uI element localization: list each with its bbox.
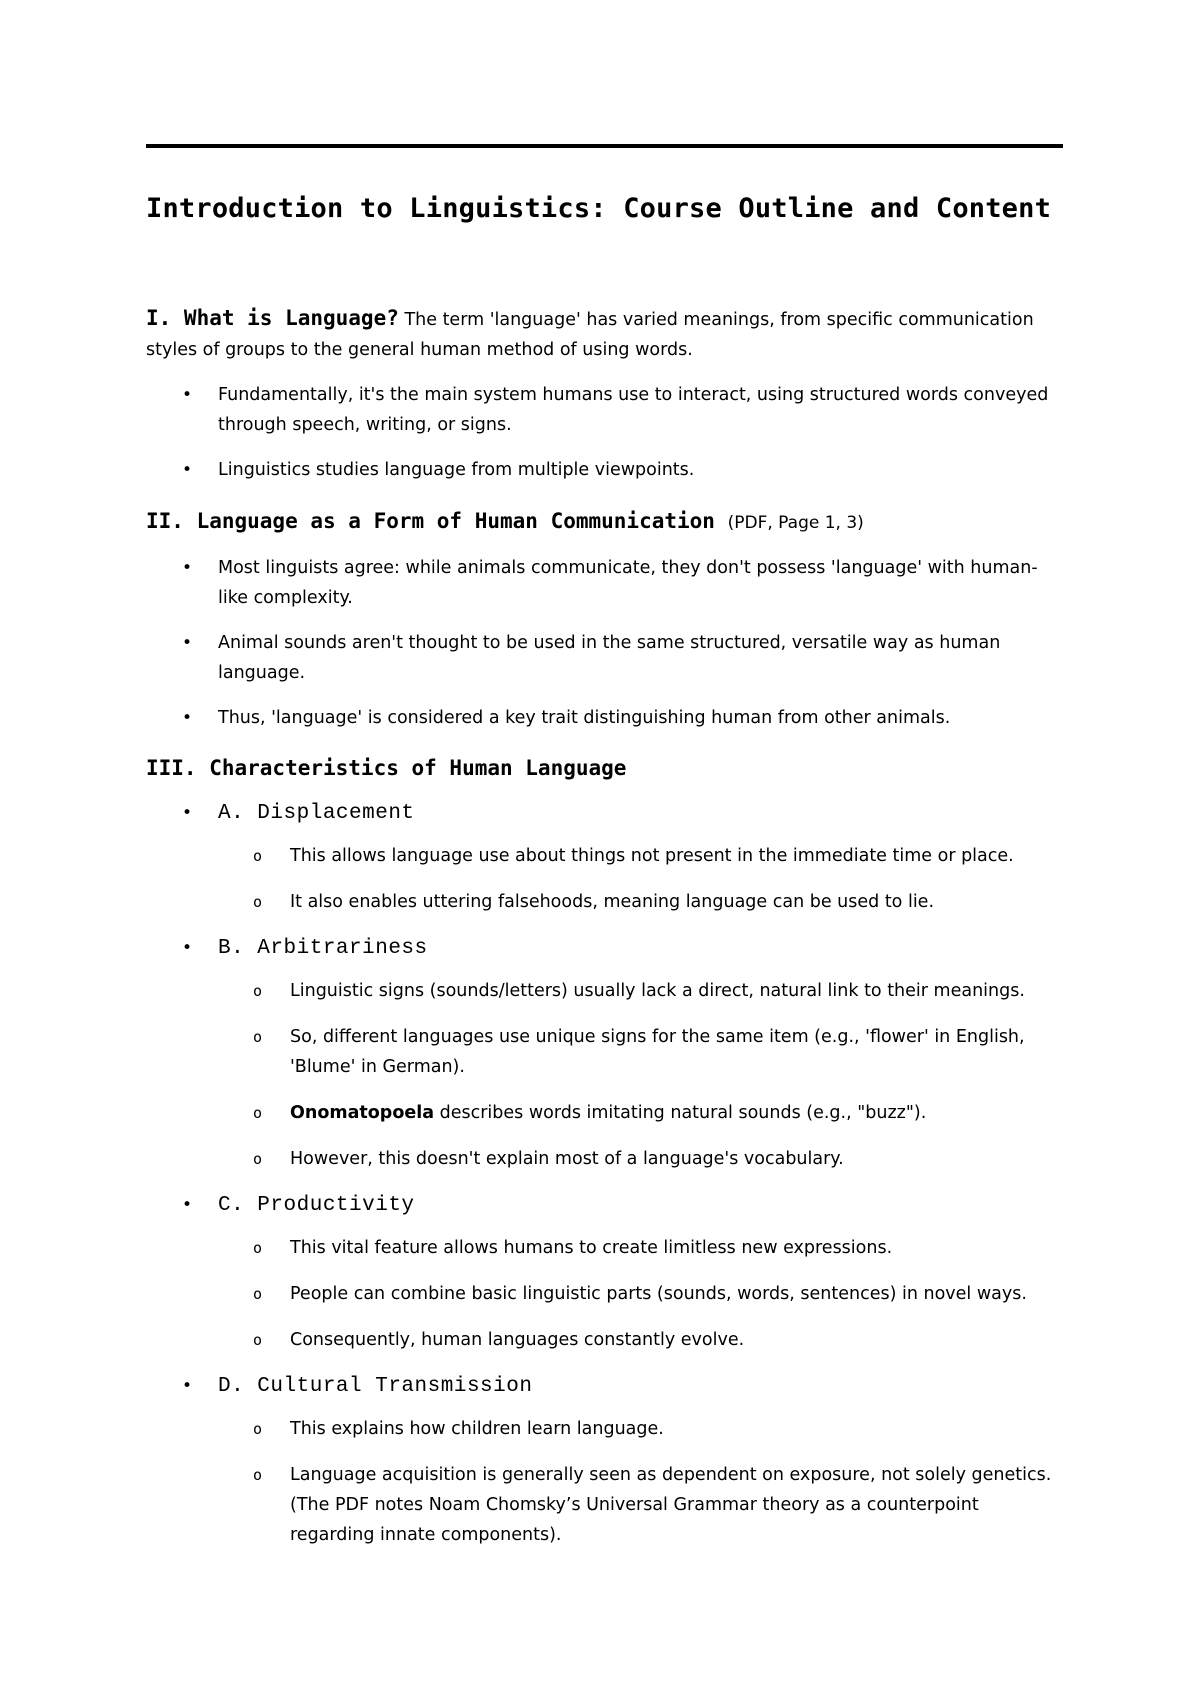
characteristic-label: A. Displacement (218, 802, 415, 825)
top-rule (146, 144, 1063, 148)
sub-list-item-text: However, this doesn't explain most of a language's vocabulary. (290, 1149, 844, 1169)
characteristic-productivity (146, 1190, 1063, 1355)
characteristics-list (146, 798, 1063, 1550)
list-item-text: Linguistics studies language from multiple viewpoints. (218, 460, 695, 480)
sub-bullet-marker: o (253, 982, 263, 1000)
list-item (146, 628, 1063, 688)
sub-list (218, 976, 1063, 1174)
characteristic-cultural-transmission (146, 1371, 1063, 1550)
sub-bullet-marker: o (253, 1028, 263, 1046)
sub-list-item (218, 1022, 1063, 1082)
sub-list-item-text: Linguistic signs (sounds/letters) usually lack a direct, natural link to their meanings. (290, 981, 1025, 1001)
sub-bullet-marker: o (253, 1239, 263, 1257)
bullet-marker: • (182, 558, 193, 578)
characteristic-arbitrariness (146, 933, 1063, 1174)
bullet-marker: • (182, 938, 193, 958)
sub-list-item (218, 841, 1063, 871)
sub-list-item (218, 1325, 1063, 1355)
sub-list-item (218, 1098, 1063, 1128)
section-2-source-note: (PDF, Page 1, 3) (727, 513, 864, 533)
characteristic-label: B. Arbitrariness (218, 937, 428, 960)
sub-bullet-marker: o (253, 1331, 263, 1349)
sub-list-item-text: This vital feature allows humans to create limitless new expressions. (290, 1238, 893, 1258)
sub-list-item (218, 1414, 1063, 1444)
sub-bullet-marker: o (253, 1420, 263, 1438)
list-item-text: Most linguists agree: while animals communicate, they don't possess 'language' with human-like complexity. (218, 558, 1038, 608)
sub-list-item-text: So, different languages use unique signs for the same item (e.g., 'flower' in English, 'Blume' in German). (290, 1027, 1025, 1077)
section-1-intro (146, 303, 1063, 365)
sub-list-item-text: This explains how children learn language. (290, 1419, 664, 1439)
bullet-marker: • (182, 633, 193, 653)
sub-list (218, 1414, 1063, 1550)
sub-list-item (218, 1144, 1063, 1174)
list-item (146, 553, 1063, 613)
sub-bullet-marker: o (253, 1285, 263, 1303)
sub-list-item (218, 887, 1063, 917)
list-item-text: Fundamentally, it's the main system humans use to interact, using structured words conveyed through speech, writing, or signs. (218, 385, 1049, 435)
sub-list-item (218, 976, 1063, 1006)
section-1-intro-text: The term 'language' has varied meanings, from specific communication styles of groups to the general human method of using words. (146, 310, 1034, 360)
onomatopoeia-term: Onomatopoela (290, 1103, 435, 1123)
bullet-marker: • (182, 708, 193, 728)
sub-list (218, 1233, 1063, 1355)
sub-bullet-marker: o (253, 893, 263, 911)
section-2-title-line (146, 506, 1063, 538)
list-item-text: Animal sounds aren't thought to be used in the same structured, versatile way as human language. (218, 633, 1001, 683)
sub-bullet-marker: o (253, 1466, 263, 1484)
sub-list-item-text: It also enables uttering falsehoods, meaning language can be used to lie. (290, 892, 935, 912)
sub-list-item-text: People can combine basic linguistic parts (sounds, words, sentences) in novel ways. (290, 1284, 1027, 1304)
sub-list (218, 841, 1063, 917)
list-item-text: Thus, 'language' is considered a key trait distinguishing human from other animals. (218, 708, 951, 728)
section-2 (146, 506, 1063, 748)
sub-bullet-marker: o (253, 847, 263, 865)
section-1 (146, 303, 1063, 500)
sub-bullet-marker: o (253, 1104, 263, 1122)
sub-list-item-text: Consequently, human languages constantly evolve. (290, 1330, 745, 1350)
characteristic-displacement (146, 798, 1063, 917)
bullet-marker: • (182, 1195, 193, 1215)
section-3-heading: III. Characteristics of Human Language (146, 756, 627, 780)
bullet-marker: • (182, 1376, 193, 1396)
list-item (146, 455, 1063, 485)
bullet-marker: • (182, 385, 193, 405)
sub-list-item (218, 1279, 1063, 1309)
onomatopoeia-description: describes words imitating natural sounds (e.g., "buzz"). (434, 1103, 927, 1123)
sub-list-item-text: This allows language use about things not present in the immediate time or place. (290, 846, 1014, 866)
bullet-marker: • (182, 803, 193, 823)
sub-bullet-marker: o (253, 1150, 263, 1168)
sub-list-item (218, 1233, 1063, 1263)
section-1-heading: I. What is Language? (146, 306, 399, 330)
section-2-heading: II. Language as a Form of Human Communication (146, 509, 715, 533)
section-3 (146, 753, 1063, 1566)
section-2-list (146, 553, 1063, 733)
characteristic-label: C. Productivity (218, 1194, 415, 1217)
list-item (146, 380, 1063, 440)
characteristic-label: D. Cultural Transmission (218, 1375, 533, 1398)
sub-list-item-text: Language acquisition is generally seen as dependent on exposure, not solely genetics. (The PDF notes Noam Chomsky’s Universal Grammar theory as a counterpoint regarding innate components). (290, 1465, 1052, 1545)
bullet-marker: • (182, 460, 193, 480)
list-item (146, 703, 1063, 733)
section-1-list (146, 380, 1063, 485)
sub-list-item (218, 1460, 1063, 1550)
document-title: Introduction to Linguistics: Course Outline and Content (146, 193, 1052, 224)
